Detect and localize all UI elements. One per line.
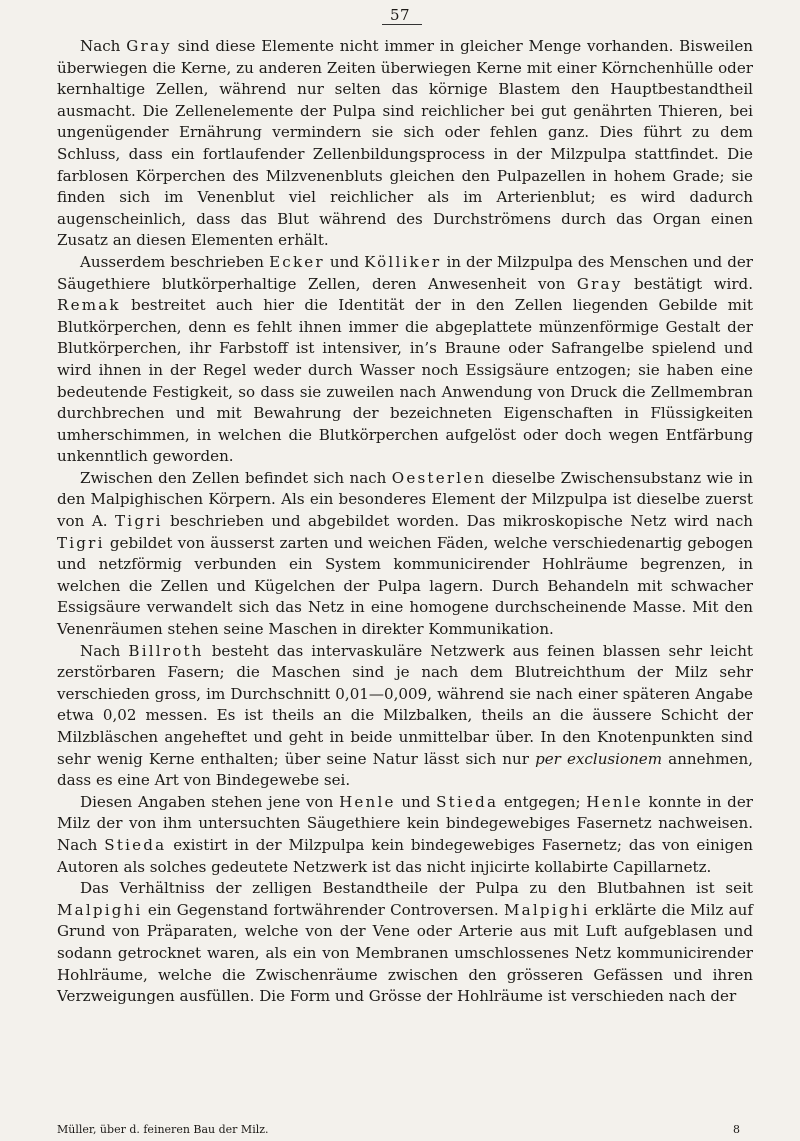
text-run: Nach <box>80 641 129 660</box>
text-run: Das Verhältniss der zelligen Bestandtheile der Pulpa zu den Blutbahnen ist seit <box>80 879 753 898</box>
author-name: Billroth <box>128 641 204 660</box>
italic-phrase: per exclusionem <box>535 749 663 768</box>
paragraph <box>57 878 753 1008</box>
page-number: 57 <box>389 6 411 24</box>
text-run: erklärte die Milz auf Grund von Präparaten, welche von der Vene oder Arterie aus mit Luft aufgeblasen und sodann getrocknet waren, als ein von Membranen umschlossenes Netz kommunicirender Hohlräume, welche die Zwischenräume zwischen den grösseren Gefässen und ihren Verzweigungen ausfüllen. Die Form und Grösse der Hohlräume ist verschieden nach der <box>57 900 753 1006</box>
footer-citation: Müller, über d. feineren Bau der Milz. <box>57 1123 269 1136</box>
text-run: ein Gegenstand fortwährender Controversen. <box>142 900 505 919</box>
text-run: gebildet von äusserst zarten und weichen Fäden, welche verschiedenartig gebogen und netzförmig verbunden ein System kommunicirender Hohlräume begrenzen, in welchen die Zellen und Kügelchen der Pulpa lagern. Durch Behandeln mit schwacher Essigsäure verwandelt sich das Netz in eine homogene durchscheinende Masse. Mit den Venenräumen stehen seine Maschen in direkter Kommunikation. <box>57 533 753 639</box>
text-run: annehmen, dass es eine Art von Bindegewebe sei. <box>57 749 753 790</box>
text-run: bestreitet auch hier die Identität der in den Zellen liegenden Gebilde mit Blutkörperchen, denn es fehlt ihnen immer die abgeplattete münzenförmige Gestalt der Blutkörperchen, ihr Farbstoff ist intensiver, in’s Braune oder Safrangelbe spielend und wird ihnen in der Regel weder durch Wasser noch Essigsäure entzogen; sie haben eine bedeutende Festigkeit, so dass sie zuweilen nach Anwendung von Druck die Zellmembran durchbrechen und mit Bewahrung der bezeichneten Eigenschaften in Flüssigkeiten umherschimmen, in welchen die Blutkörperchen aufgelöst oder doch wegen Entfärbung unkenntlich geworden. <box>57 296 753 466</box>
paragraph <box>57 468 753 641</box>
header-rule <box>382 24 422 25</box>
text-run: dieselbe Zwischensubstanz wie in den Malpighischen Körpern. Als ein besonderes Element der Milzpulpa ist dieselbe zuerst von A. <box>57 468 753 531</box>
footer <box>57 1123 740 1136</box>
author-name: Gray <box>126 37 172 55</box>
body-text <box>57 36 753 1008</box>
text-run: und <box>324 252 365 271</box>
text-run: konnte in der Milz der von ihm untersuchten Säugethiere kein bindegewebiges Fasernetz nachweisen. Nach <box>57 792 753 854</box>
author-name: Henle <box>339 792 396 811</box>
author-name: Tigri <box>57 533 105 552</box>
author-name: Malpighi <box>57 900 143 919</box>
text-run: bestätigt wird. <box>622 274 753 293</box>
text-run: existirt in der Milzpulpa kein bindegewebiges Fasernetz; das von einigen Autoren als solches gedeutete Netzwerk ist das nicht injicirte kollabirte Capillarnetz. <box>57 835 753 876</box>
text-run: besteht das intervaskuläre Netzwerk aus feinen blassen sehr leicht zerstörbaren Fasern; die Maschen sind je nach dem Blutreichthum der Milz sehr verschieden gross, im Durchschnitt 0,01—0,009, während sie nach einer späteren Angabe etwa 0,02 messen. Es ist theils an die Milzbalken, theils an die äussere Schicht der Milzbläschen angeheftet und geht in beide unmittelbar über. In den Knotenpunkten sind sehr wenig Kerne enthalten; über seine Natur lässt sich nur <box>57 641 754 768</box>
text-run: Nach <box>80 37 127 55</box>
author-name: Tigri <box>115 512 163 531</box>
text-run: beschrieben und abgebildet worden. Das mikroskopische Netz wird nach <box>162 512 753 531</box>
text-run: Ausserdem beschrieben <box>80 252 270 271</box>
text-run: Zwischen den Zellen befindet sich nach <box>80 468 392 487</box>
author-name: Stieda <box>436 792 499 811</box>
author-name: Kölliker <box>364 252 442 271</box>
text-run: in der Milzpulpa des Menschen und der Säugethiere blutkörperhaltige Zellen, deren Anwesenheit von <box>57 252 753 293</box>
text-run: und <box>395 792 437 811</box>
paragraph <box>57 36 753 252</box>
text-run: Diesen Angaben stehen jene von <box>80 792 340 811</box>
author-name: Malpighi <box>504 900 590 919</box>
paragraph <box>57 641 753 792</box>
signature-mark: 8 <box>733 1123 740 1136</box>
author-name: Stieda <box>104 835 167 854</box>
text-run: sind diese Elemente nicht immer in gleicher Menge vorhanden. Bisweilen überwiegen die Kerne, zu anderen Zeiten überwiegen Kerne mit einer Körnchenhülle oder kernhaltige Zellen, während nur selten das körnige Blastem den Hauptbestandtheil ausmacht. Die Zellenelemente der Pulpa sind reichlicher bei gut genährten Thieren, bei ungenügender Ernährung vermindern sie sich oder fehlen ganz. Dies führt zu dem Schluss, dass ein fortlaufender Zellenbildungsprocess in der Milzpulpa stattfindet. Die farblosen Körperchen des Milzvenenbluts gleichen den Pulpazellen in hohem Grade; sie finden sich im Venenblut viel reichlicher als im Arterienblut; es wird dadurch augenscheinlich, dass das Blut während des Durchströmens durch das Organ einen Zusatz an diesen Elementen erhält. <box>57 37 753 250</box>
author-name: Henle <box>586 792 643 811</box>
text-run: entgegen; <box>498 792 587 811</box>
paragraph <box>57 252 753 468</box>
author-name: Ecker <box>269 252 325 271</box>
author-name: Oesterlen <box>391 468 487 487</box>
author-name: Gray <box>576 274 623 293</box>
paragraph <box>57 792 753 878</box>
author-name: Remak <box>57 296 121 315</box>
